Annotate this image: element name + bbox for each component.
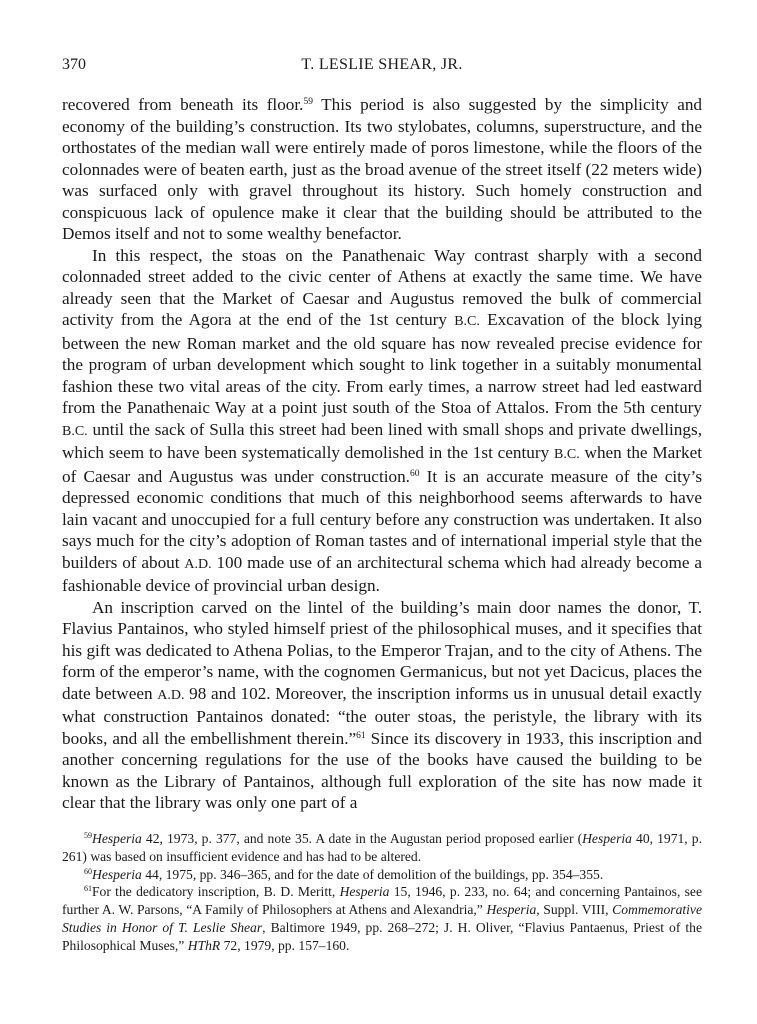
running-head-author: T. LESLIE SHEAR, JR.	[301, 56, 463, 73]
era-abbrev: A.D.	[184, 556, 212, 572]
footnotes	[62, 830, 702, 955]
footnote-59	[62, 830, 702, 866]
text-run: 72, 1979, pp. 157–160.	[220, 937, 350, 953]
text-run: until the sack of Sulla this street had been lined with small shops and private dwellings, which seem to have been systematically demolished in the 1st century	[62, 419, 702, 462]
paragraph-3	[62, 597, 702, 814]
journal-title: Hesperia	[92, 866, 142, 882]
era-abbrev: B.C.	[62, 423, 88, 439]
footnote-ref-59[interactable]: 59	[303, 97, 313, 107]
text-run: 42, 1973, p. 377, and note 35. A date in the Augustan period proposed earlier (	[141, 831, 583, 846]
era-abbrev: B.C.	[554, 447, 580, 462]
era-abbrev: A.D.	[157, 687, 185, 703]
journal-title: HThR	[187, 937, 221, 953]
text-run: , Suppl. VIII,	[536, 902, 613, 918]
text-run: In this respect, the stoas on the Panathenaic Way contrast sharply with a second colonnaded street added to the civic center of Athens at exactly the same time. We have already seen that the Market of Caesar and Augustus removed the bulk of commercial activity from the Agora at the end of the 1st century	[62, 245, 702, 329]
footnote-61	[62, 883, 702, 954]
paragraph-2	[62, 245, 702, 597]
text-run: 40, 1971, p. 261) was based on insufficient evidence and has had to be altered.	[62, 831, 702, 864]
journal-title: Hesperia	[339, 884, 390, 900]
book-title: Commemorative Studies in Honor of T. Leslie Shear	[62, 902, 702, 935]
running-header	[62, 56, 702, 78]
body-text	[62, 94, 702, 814]
footnote-60	[62, 866, 702, 884]
text-run: Excavation of the block lying between the new Roman market and the old square has now revealed precise evidence for the program of urban development which sought to link together in a suitably monumental fashion these two vital areas of the city. From early times, a narrow street had led eastward from the Panathenaic Way at a point just south of the Stoa of Attalos. From the 5th century	[62, 310, 702, 417]
text-run: Since its discovery in 1933, this inscription and another concerning regulations for the use of the books have caused the building to be known as the Library of Pantainos, although full exploration of the site has now made it clear that the library was only one part of a	[62, 728, 702, 812]
journal-title: Hesperia	[582, 831, 632, 846]
footnote-number: 60	[84, 866, 92, 876]
text-run: , Baltimore 1949, pp. 268–272; J. H. Oliver, “Flavius Pantaenus, Priest of the Philosophical Muses,”	[62, 919, 702, 953]
text-run: 44, 1975, pp. 346–365, and for the date of demolition of the buildings, pp. 354–355.	[141, 866, 604, 882]
page-number: 370	[62, 56, 86, 73]
footnote-number: 61	[84, 884, 92, 894]
text-run: 15, 1946, p. 233, no. 64; and concerning Pantainos, see further A. W. Parsons, “A Family of Philosophers at Athens and Alexandria,”	[62, 884, 702, 918]
text-run: when the Market of Caesar and Augustus was under construction.	[62, 443, 703, 486]
text-run: 98 and 102. Moreover, the inscription informs us in unusual detail exactly what construction Pantainos donated: “the outer stoas, the peristyle, the library with its books, and all the embellishment therein.”	[62, 683, 702, 748]
journal-title: Hesperia	[486, 902, 537, 918]
text-run: This period is also suggested by the simplicity and economy of the building’s construction. Its two stylobates, columns, superstructure, and the orthostates of the median wall were entirely made of poros limestone, while the floors of the colonnades were of beaten earth, just as the broad avenue of the street itself (22 meters wide) was surfaced only with gravel throughout its history. Such homely construction and conspicuous lack of opulence make it clear that the building should be attributed to the Demos itself and not to some wealthy benefactor.	[62, 95, 703, 243]
era-abbrev: B.C.	[454, 314, 480, 329]
footnote-ref-60[interactable]: 60	[409, 468, 420, 479]
footnote-number: 59	[84, 831, 92, 840]
text-run: An inscription carved on the lintel of the building’s main door names the donor, T. Flavius Pantainos, who styled himself priest of the philosophical muses, and it specifies that his gift was dedicated to Athena Polias, to the Emperor Trajan, and to the city of Athens. The form of the emperor’s name, with the cognomen Germanicus, but not yet Dacicus, places the date between	[62, 597, 702, 703]
text-run: It is an accurate measure of the city’s depressed economic conditions that much of this neighborhood seems afterwards to have lain vacant and unoccupied for a full century before any construction was undertaken. It also says much for the city’s adoption of Roman tastes and of international imperial style that the builders of about	[62, 466, 703, 572]
text-run: For the dedicatory inscription, B. D. Meritt,	[92, 884, 340, 900]
footnote-ref-61[interactable]: 61	[356, 730, 366, 741]
paragraph-1	[62, 94, 702, 245]
text-run: recovered from beneath its floor.	[62, 95, 304, 114]
journal-title: Hesperia	[92, 831, 142, 846]
text-run: 100 made use of an architectural schema which had already become a fashionable device of provincial urban design.	[62, 552, 702, 595]
